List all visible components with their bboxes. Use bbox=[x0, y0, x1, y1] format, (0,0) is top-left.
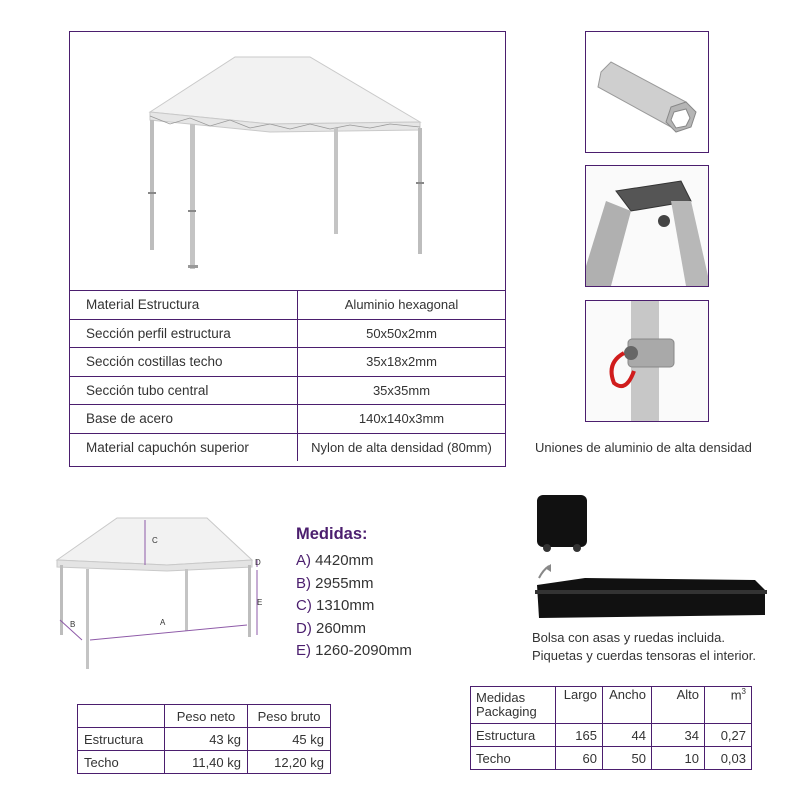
weight-table: Peso neto Peso bruto Estructura 43 kg 45 kg Techo 11,40 kg 12,20 kg bbox=[77, 704, 331, 774]
spec-row bbox=[70, 319, 505, 348]
carry-bag-image bbox=[525, 490, 775, 630]
medida-item: E) 1260-2090mm bbox=[296, 642, 412, 659]
spec-row bbox=[70, 376, 505, 405]
dim-label-e: E bbox=[257, 598, 263, 607]
table-row: Techo 60 50 10 0,03 bbox=[471, 747, 752, 770]
medida-item: B) 2955mm bbox=[296, 574, 374, 592]
spec-label: Material Estructura bbox=[70, 291, 298, 320]
spec-row bbox=[70, 348, 505, 377]
spec-value: 35x18x2mm bbox=[298, 348, 506, 377]
spec-label: Sección tubo central bbox=[70, 376, 298, 405]
pin-lock-image bbox=[585, 300, 709, 422]
dim-label-a: A bbox=[160, 618, 166, 627]
table-row: Techo 11,40 kg 12,20 kg bbox=[78, 751, 331, 774]
medida-item: A) 4420mm bbox=[296, 552, 374, 569]
spec-label: Sección costillas techo bbox=[70, 348, 298, 377]
medida-item: C) 1310mm bbox=[296, 597, 375, 614]
packaging-table: Medidas Packaging Largo Ancho Alto $m^3$ Estructura 165 44 34 0,27 Techo 60 50 10 0,03 bbox=[470, 686, 752, 770]
corner-joint-image bbox=[585, 165, 709, 287]
spec-value: 140x140x3mm bbox=[298, 405, 506, 434]
spec-table bbox=[70, 290, 505, 461]
spec-value: 35x35mm bbox=[298, 376, 506, 405]
medidas-title: Medidas: bbox=[296, 525, 368, 543]
spec-value: Aluminio hexagonal bbox=[298, 291, 506, 320]
table-row: Estructura 43 kg 45 kg bbox=[78, 728, 331, 751]
dimension-diagram bbox=[52, 515, 277, 675]
spec-label: Sección perfil estructura bbox=[70, 319, 298, 348]
dim-label-b: B bbox=[70, 620, 76, 629]
spec-box bbox=[69, 31, 506, 467]
table-row: Estructura 165 44 34 0,27 bbox=[471, 724, 752, 747]
medidas-list bbox=[296, 550, 412, 663]
spec-row bbox=[70, 405, 505, 434]
bag-caption: Bolsa con asas y ruedas incluida. Piquetas y cuerdas tensoras el interior. bbox=[532, 630, 757, 663]
hexagonal-profile-image bbox=[585, 31, 709, 153]
spec-value: Nylon de alta densidad (80mm) bbox=[298, 433, 506, 461]
details-caption: Uniones de aluminio de alta densidad bbox=[535, 440, 752, 455]
dim-label-c: C bbox=[152, 536, 158, 545]
spec-row bbox=[70, 291, 505, 320]
dim-label-d: D bbox=[255, 558, 261, 567]
medida-item: D) 260mm bbox=[296, 619, 367, 637]
spec-value: 50x50x2mm bbox=[298, 319, 506, 348]
spec-row bbox=[70, 433, 505, 461]
spec-label: Material capuchón superior bbox=[70, 433, 298, 461]
tent-main-image bbox=[70, 32, 505, 290]
spec-label: Base de acero bbox=[70, 405, 298, 434]
